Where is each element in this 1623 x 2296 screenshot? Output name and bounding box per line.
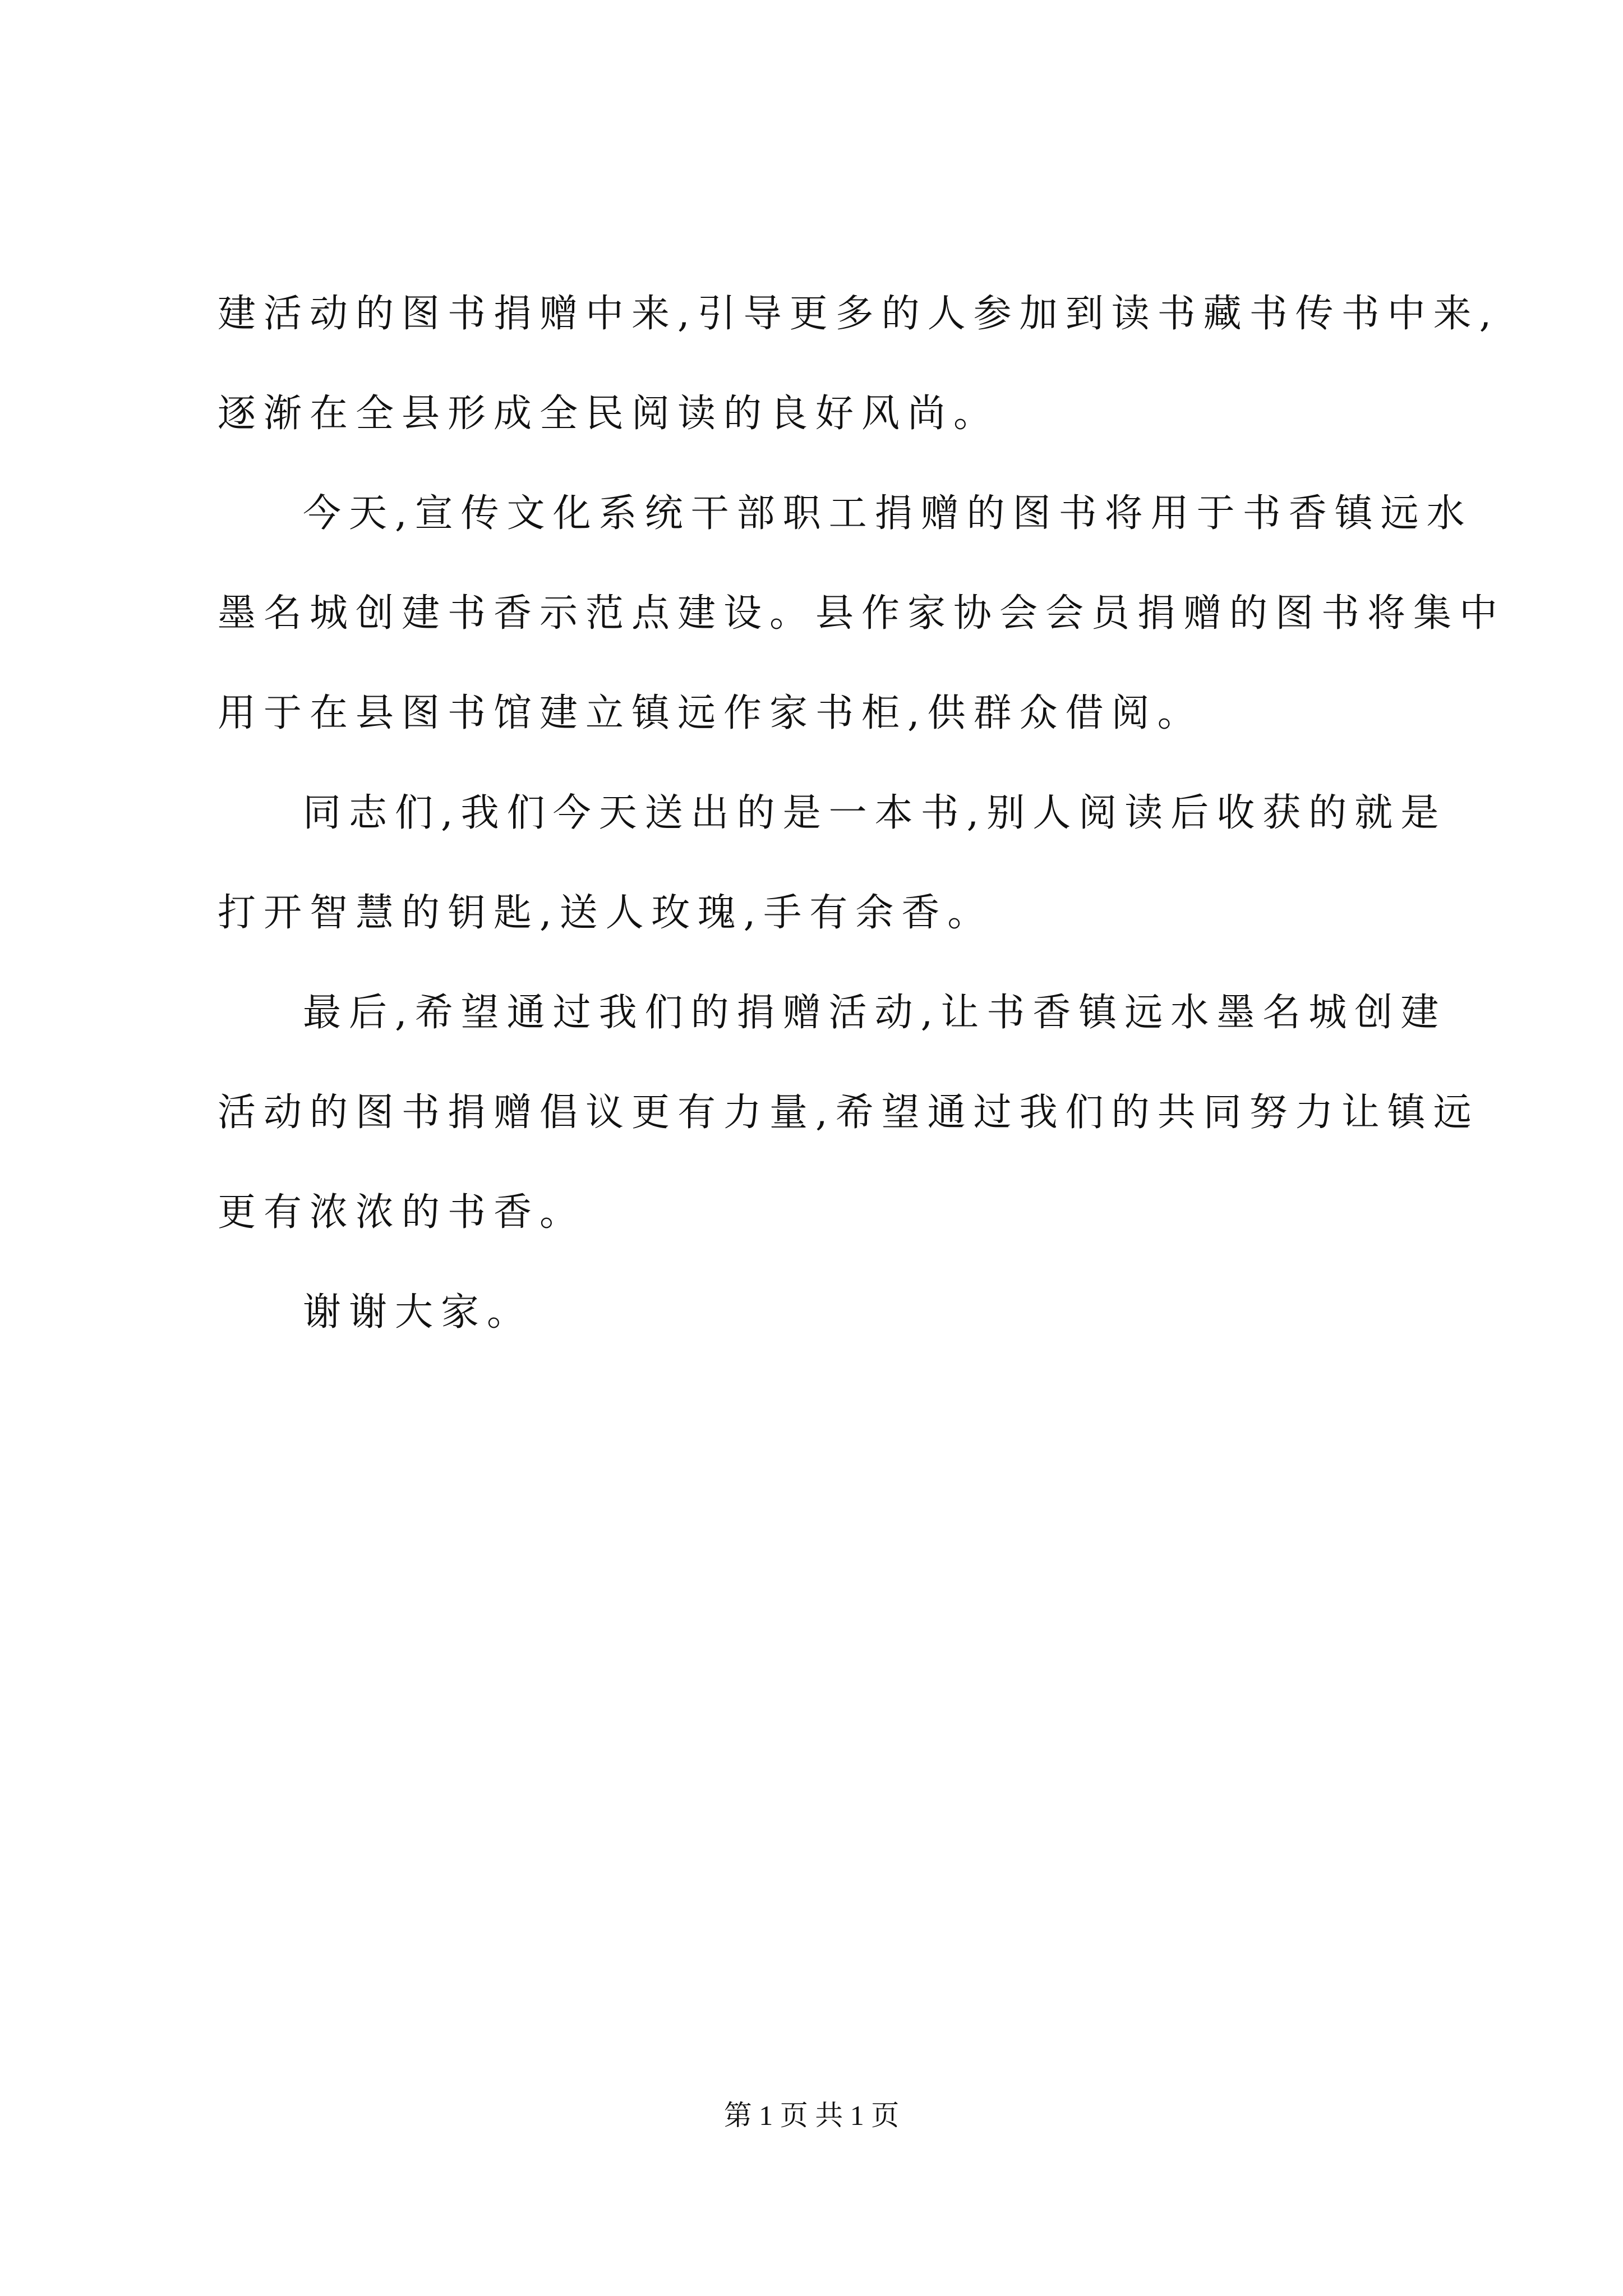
paragraph-line: 更有浓浓的书香。: [218, 1190, 586, 1235]
paragraph-line: 用于在县图书馆建立镇远作家书柜,供群众借阅。: [218, 691, 1204, 735]
paragraph-line: 墨名城创建书香示范点建设。县作家协会会员捐赠的图书将集中: [218, 591, 1506, 636]
paragraph-line: 最后,希望通过我们的捐赠活动,让书香镇远水墨名城创建: [303, 991, 1447, 1035]
page-number-footer: 第 1 页 共 1 页: [723, 2100, 900, 2131]
paragraph-line: 同志们,我们今天送出的是一本书,别人阅读后收获的就是: [303, 791, 1447, 835]
paragraph-line: 活动的图书捐赠倡议更有力量,希望通过我们的共同努力让镇远: [218, 1091, 1479, 1135]
paragraph-line: 打开智慧的钥匙,送人玫瑰,手有余香。: [218, 891, 994, 935]
paragraph-line: 今天,宣传文化系统干部职工捐赠的图书将用于书香镇远水: [303, 491, 1473, 536]
paragraph-line: 建活动的图书捐赠中来,引导更多的人参加到读书藏书传书中来,: [218, 292, 1500, 336]
paragraph-line: 逐渐在全县形成全民阅读的良好风尚。: [218, 392, 1000, 436]
paragraph-line: 谢谢大家。: [303, 1290, 533, 1335]
